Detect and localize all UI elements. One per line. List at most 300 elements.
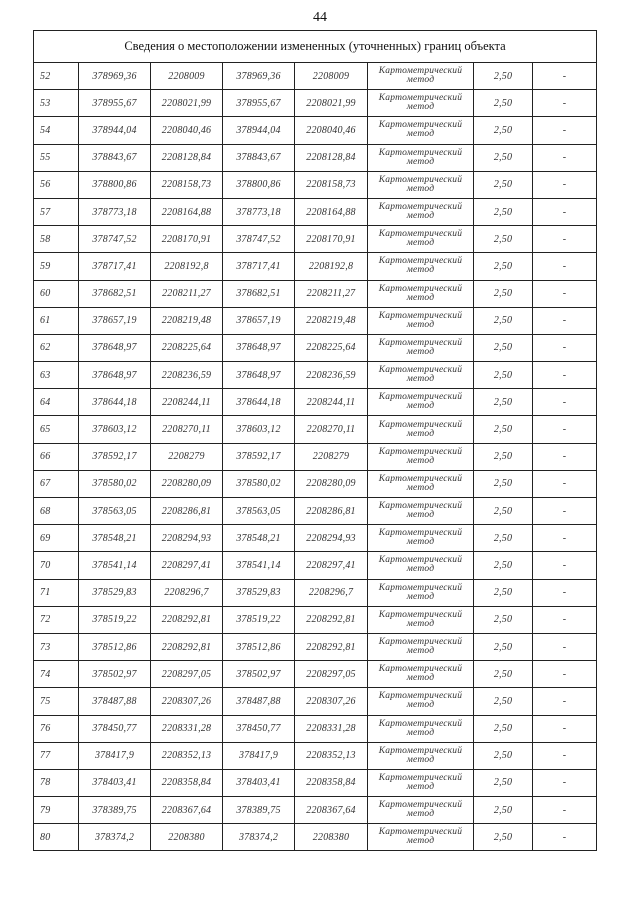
existing-y-cell: 2208280,09: [151, 470, 223, 497]
accuracy-cell: 2,50: [474, 579, 533, 606]
description-cell: -: [533, 525, 597, 552]
method-line-2: метод: [406, 836, 435, 847]
refined-x-cell: 378843,67: [223, 144, 295, 171]
point-number-cell: 65: [34, 416, 79, 443]
method-line-2: метод: [406, 292, 435, 303]
accuracy-cell: 2,50: [474, 470, 533, 497]
existing-y-cell: 2208128,84: [151, 144, 223, 171]
method-line-2: метод: [406, 265, 435, 276]
method-line-2: метод: [406, 428, 435, 439]
refined-x-cell: 378529,83: [223, 579, 295, 606]
point-number-cell: 77: [34, 742, 79, 769]
existing-x-cell: 378717,41: [79, 253, 151, 280]
existing-x-cell: 378843,67: [79, 144, 151, 171]
method-line-2: метод: [406, 754, 435, 765]
accuracy-cell: 2,50: [474, 688, 533, 715]
table-row: [34, 416, 597, 443]
existing-y-cell: 2208297,05: [151, 661, 223, 688]
method-line-2: метод: [406, 238, 435, 249]
method-cell: [368, 443, 474, 470]
refined-y-cell: 2208331,28: [295, 715, 368, 742]
accuracy-cell: 2,50: [474, 307, 533, 334]
table-row: [34, 117, 597, 144]
existing-y-cell: 2208040,46: [151, 117, 223, 144]
method-cell: [368, 797, 474, 824]
table-row: [34, 552, 597, 579]
method-line-1: Картометрический: [378, 365, 463, 376]
table-title: Сведения о местоположении измененных (уточненных) границ объекта: [34, 31, 597, 63]
existing-x-cell: 378548,21: [79, 525, 151, 552]
existing-x-cell: 378541,14: [79, 552, 151, 579]
description-cell: -: [533, 307, 597, 334]
method-cell: [368, 307, 474, 334]
refined-y-cell: 2208292,81: [295, 606, 368, 633]
method-line-2: метод: [406, 646, 435, 657]
description-cell: -: [533, 715, 597, 742]
table-row: [34, 144, 597, 171]
method-line-2: метод: [406, 102, 435, 113]
refined-y-cell: 2208040,46: [295, 117, 368, 144]
existing-y-cell: 2208331,28: [151, 715, 223, 742]
accuracy-cell: 2,50: [474, 117, 533, 144]
method-line-2: метод: [406, 537, 435, 548]
point-number-cell: 76: [34, 715, 79, 742]
method-cell: [368, 742, 474, 769]
existing-y-cell: 2208296,7: [151, 579, 223, 606]
method-line-2: метод: [406, 510, 435, 521]
accuracy-cell: 2,50: [474, 525, 533, 552]
existing-x-cell: 378389,75: [79, 797, 151, 824]
method-cell: [368, 470, 474, 497]
method-cell: [368, 416, 474, 443]
table-row: [34, 90, 597, 117]
method-line-1: Картометрический: [378, 555, 463, 566]
point-number-cell: 56: [34, 171, 79, 198]
accuracy-cell: 2,50: [474, 742, 533, 769]
refined-x-cell: 378657,19: [223, 307, 295, 334]
description-cell: -: [533, 633, 597, 660]
table-row: [34, 443, 597, 470]
method-cell: [368, 579, 474, 606]
method-line-1: Картометрический: [378, 310, 463, 321]
method-line-1: Картометрический: [378, 745, 463, 756]
refined-y-cell: 2208292,81: [295, 633, 368, 660]
point-number-cell: 78: [34, 769, 79, 796]
refined-x-cell: 378717,41: [223, 253, 295, 280]
refined-y-cell: 2208294,93: [295, 525, 368, 552]
table-row: [34, 334, 597, 361]
existing-x-cell: 378747,52: [79, 226, 151, 253]
refined-x-cell: 378944,04: [223, 117, 295, 144]
existing-y-cell: 2208244,11: [151, 389, 223, 416]
description-cell: -: [533, 171, 597, 198]
description-cell: -: [533, 797, 597, 824]
method-line-1: Картометрический: [378, 609, 463, 620]
method-line-1: Картометрический: [378, 147, 463, 158]
method-line-1: Картометрический: [378, 66, 463, 77]
accuracy-cell: 2,50: [474, 226, 533, 253]
accuracy-cell: 2,50: [474, 334, 533, 361]
method-cell: [368, 661, 474, 688]
table-row: [34, 606, 597, 633]
method-line-1: Картометрический: [378, 446, 463, 457]
point-number-cell: 69: [34, 525, 79, 552]
accuracy-cell: 2,50: [474, 498, 533, 525]
table-row: [34, 389, 597, 416]
method-cell: [368, 171, 474, 198]
point-number-cell: 53: [34, 90, 79, 117]
refined-y-cell: 2208280,09: [295, 470, 368, 497]
table-row: [34, 307, 597, 334]
refined-x-cell: 378548,21: [223, 525, 295, 552]
method-line-2: метод: [406, 591, 435, 602]
table-row: [34, 362, 597, 389]
refined-x-cell: 378487,88: [223, 688, 295, 715]
refined-x-cell: 378955,67: [223, 90, 295, 117]
method-cell: [368, 117, 474, 144]
existing-x-cell: 378512,86: [79, 633, 151, 660]
method-cell: [368, 633, 474, 660]
existing-y-cell: 2208236,59: [151, 362, 223, 389]
description-cell: -: [533, 90, 597, 117]
table-row: [34, 171, 597, 198]
table-row: [34, 797, 597, 824]
accuracy-cell: 2,50: [474, 90, 533, 117]
method-line-1: Картометрический: [378, 501, 463, 512]
method-line-2: метод: [406, 700, 435, 711]
description-cell: -: [533, 198, 597, 225]
refined-x-cell: 378417,9: [223, 742, 295, 769]
method-line-1: Картометрический: [378, 772, 463, 783]
method-line-2: метод: [406, 319, 435, 330]
accuracy-cell: 2,50: [474, 280, 533, 307]
method-line-1: Картометрический: [378, 229, 463, 240]
description-cell: -: [533, 117, 597, 144]
method-cell: [368, 334, 474, 361]
method-cell: [368, 90, 474, 117]
existing-x-cell: 378648,97: [79, 334, 151, 361]
refined-y-cell: 2208380: [295, 824, 368, 851]
point-number-cell: 57: [34, 198, 79, 225]
accuracy-cell: 2,50: [474, 443, 533, 470]
method-line-2: метод: [406, 564, 435, 575]
method-line-1: Картометрический: [378, 202, 463, 213]
existing-x-cell: 378969,36: [79, 63, 151, 90]
refined-x-cell: 378374,2: [223, 824, 295, 851]
point-number-cell: 60: [34, 280, 79, 307]
existing-y-cell: 2208358,84: [151, 769, 223, 796]
existing-y-cell: 2208219,48: [151, 307, 223, 334]
existing-y-cell: 2208270,11: [151, 416, 223, 443]
table-row: [34, 470, 597, 497]
point-number-cell: 71: [34, 579, 79, 606]
method-cell: [368, 769, 474, 796]
existing-y-cell: 2208352,13: [151, 742, 223, 769]
refined-x-cell: 378563,05: [223, 498, 295, 525]
description-cell: -: [533, 280, 597, 307]
table-row: [34, 769, 597, 796]
method-line-1: Картометрический: [378, 800, 463, 811]
existing-x-cell: 378592,17: [79, 443, 151, 470]
method-line-2: метод: [406, 809, 435, 820]
point-number-cell: 79: [34, 797, 79, 824]
refined-y-cell: 2208236,59: [295, 362, 368, 389]
accuracy-cell: 2,50: [474, 633, 533, 660]
existing-y-cell: 2208164,88: [151, 198, 223, 225]
refined-x-cell: 378512,86: [223, 633, 295, 660]
description-cell: -: [533, 416, 597, 443]
method-line-2: метод: [406, 75, 435, 86]
table-row: [34, 525, 597, 552]
table-row: [34, 280, 597, 307]
table-row: [34, 579, 597, 606]
method-line-2: метод: [406, 211, 435, 222]
refined-y-cell: 2208286,81: [295, 498, 368, 525]
description-cell: -: [533, 824, 597, 851]
description-cell: -: [533, 579, 597, 606]
description-cell: -: [533, 470, 597, 497]
refined-x-cell: 378403,41: [223, 769, 295, 796]
existing-y-cell: 2208380: [151, 824, 223, 851]
refined-y-cell: 2208170,91: [295, 226, 368, 253]
method-line-1: Картометрический: [378, 528, 463, 539]
existing-x-cell: 378374,2: [79, 824, 151, 851]
method-line-2: метод: [406, 346, 435, 357]
page-number: 44: [313, 10, 327, 25]
refined-x-cell: 378541,14: [223, 552, 295, 579]
existing-x-cell: 378417,9: [79, 742, 151, 769]
method-line-2: метод: [406, 673, 435, 684]
existing-y-cell: 2208292,81: [151, 606, 223, 633]
existing-y-cell: 2208292,81: [151, 633, 223, 660]
existing-y-cell: 2208009: [151, 63, 223, 90]
existing-y-cell: 2208294,93: [151, 525, 223, 552]
method-line-2: метод: [406, 129, 435, 140]
table-row: [34, 253, 597, 280]
refined-y-cell: 2208225,64: [295, 334, 368, 361]
description-cell: -: [533, 606, 597, 633]
table-row: [34, 198, 597, 225]
table-row: [34, 633, 597, 660]
method-line-1: Картометрический: [378, 718, 463, 729]
description-cell: -: [533, 253, 597, 280]
existing-x-cell: 378682,51: [79, 280, 151, 307]
table-row: [34, 715, 597, 742]
table-body: [34, 63, 597, 851]
description-cell: -: [533, 334, 597, 361]
refined-y-cell: 2208270,11: [295, 416, 368, 443]
refined-y-cell: 2208219,48: [295, 307, 368, 334]
existing-y-cell: 2208279: [151, 443, 223, 470]
refined-y-cell: 2208352,13: [295, 742, 368, 769]
method-line-1: Картометрический: [378, 93, 463, 104]
method-line-1: Картометрический: [378, 582, 463, 593]
point-number-cell: 55: [34, 144, 79, 171]
method-line-1: Картометрический: [378, 691, 463, 702]
description-cell: -: [533, 688, 597, 715]
table-row: [34, 63, 597, 90]
refined-y-cell: 2208367,64: [295, 797, 368, 824]
method-cell: [368, 253, 474, 280]
existing-y-cell: 2208021,99: [151, 90, 223, 117]
accuracy-cell: 2,50: [474, 144, 533, 171]
accuracy-cell: 2,50: [474, 606, 533, 633]
refined-y-cell: 2208297,41: [295, 552, 368, 579]
method-cell: [368, 389, 474, 416]
existing-y-cell: 2208192,8: [151, 253, 223, 280]
table-row: [34, 824, 597, 851]
description-cell: -: [533, 362, 597, 389]
existing-x-cell: 378502,97: [79, 661, 151, 688]
refined-y-cell: 2208296,7: [295, 579, 368, 606]
description-cell: -: [533, 661, 597, 688]
table-row: [34, 661, 597, 688]
table-row: [34, 742, 597, 769]
method-cell: [368, 606, 474, 633]
method-line-2: метод: [406, 455, 435, 466]
accuracy-cell: 2,50: [474, 416, 533, 443]
accuracy-cell: 2,50: [474, 389, 533, 416]
method-cell: [368, 362, 474, 389]
accuracy-cell: 2,50: [474, 715, 533, 742]
existing-x-cell: 378800,86: [79, 171, 151, 198]
description-cell: -: [533, 226, 597, 253]
method-cell: [368, 552, 474, 579]
refined-y-cell: 2208297,05: [295, 661, 368, 688]
table-header-row: [34, 31, 597, 63]
refined-x-cell: 378519,22: [223, 606, 295, 633]
refined-y-cell: 2208307,26: [295, 688, 368, 715]
existing-x-cell: 378773,18: [79, 198, 151, 225]
refined-y-cell: 2208158,73: [295, 171, 368, 198]
accuracy-cell: 2,50: [474, 171, 533, 198]
refined-x-cell: 378800,86: [223, 171, 295, 198]
refined-y-cell: 2208192,8: [295, 253, 368, 280]
accuracy-cell: 2,50: [474, 253, 533, 280]
method-line-1: Картометрический: [378, 392, 463, 403]
table-row: [34, 498, 597, 525]
method-line-1: Картометрический: [378, 419, 463, 430]
accuracy-cell: 2,50: [474, 552, 533, 579]
method-line-2: метод: [406, 781, 435, 792]
refined-x-cell: 378773,18: [223, 198, 295, 225]
existing-x-cell: 378563,05: [79, 498, 151, 525]
existing-x-cell: 378529,83: [79, 579, 151, 606]
point-number-cell: 54: [34, 117, 79, 144]
existing-y-cell: 2208211,27: [151, 280, 223, 307]
refined-y-cell: 2208009: [295, 63, 368, 90]
table-row: [34, 688, 597, 715]
method-line-1: Картометрический: [378, 120, 463, 131]
method-cell: [368, 498, 474, 525]
existing-x-cell: 378944,04: [79, 117, 151, 144]
refined-y-cell: 2208128,84: [295, 144, 368, 171]
method-cell: [368, 198, 474, 225]
existing-y-cell: 2208286,81: [151, 498, 223, 525]
existing-y-cell: 2208297,41: [151, 552, 223, 579]
existing-x-cell: 378644,18: [79, 389, 151, 416]
method-line-2: метод: [406, 482, 435, 493]
point-number-cell: 52: [34, 63, 79, 90]
accuracy-cell: 2,50: [474, 63, 533, 90]
refined-x-cell: 378747,52: [223, 226, 295, 253]
refined-y-cell: 2208279: [295, 443, 368, 470]
description-cell: -: [533, 443, 597, 470]
refined-y-cell: 2208358,84: [295, 769, 368, 796]
refined-x-cell: 378592,17: [223, 443, 295, 470]
refined-x-cell: 378648,97: [223, 334, 295, 361]
method-line-2: метод: [406, 727, 435, 738]
existing-x-cell: 378403,41: [79, 769, 151, 796]
existing-y-cell: 2208367,64: [151, 797, 223, 824]
method-line-1: Картометрический: [378, 283, 463, 294]
method-line-2: метод: [406, 183, 435, 194]
description-cell: -: [533, 769, 597, 796]
method-cell: [368, 715, 474, 742]
accuracy-cell: 2,50: [474, 198, 533, 225]
refined-x-cell: 378502,97: [223, 661, 295, 688]
refined-y-cell: 2208244,11: [295, 389, 368, 416]
method-cell: [368, 525, 474, 552]
point-number-cell: 72: [34, 606, 79, 633]
table-row: [34, 226, 597, 253]
accuracy-cell: 2,50: [474, 769, 533, 796]
accuracy-cell: 2,50: [474, 362, 533, 389]
existing-x-cell: 378450,77: [79, 715, 151, 742]
point-number-cell: 67: [34, 470, 79, 497]
description-cell: -: [533, 552, 597, 579]
refined-x-cell: 378648,97: [223, 362, 295, 389]
method-line-2: метод: [406, 618, 435, 629]
point-number-cell: 70: [34, 552, 79, 579]
description-cell: -: [533, 389, 597, 416]
description-cell: -: [533, 498, 597, 525]
existing-x-cell: 378603,12: [79, 416, 151, 443]
existing-x-cell: 378648,97: [79, 362, 151, 389]
refined-x-cell: 378644,18: [223, 389, 295, 416]
method-line-1: Картометрический: [378, 827, 463, 838]
accuracy-cell: 2,50: [474, 824, 533, 851]
method-line-1: Картометрический: [378, 174, 463, 185]
method-cell: [368, 226, 474, 253]
refined-x-cell: 378450,77: [223, 715, 295, 742]
point-number-cell: 68: [34, 498, 79, 525]
point-number-cell: 74: [34, 661, 79, 688]
description-cell: -: [533, 144, 597, 171]
existing-y-cell: 2208170,91: [151, 226, 223, 253]
point-number-cell: 62: [34, 334, 79, 361]
method-line-2: метод: [406, 156, 435, 167]
description-cell: -: [533, 742, 597, 769]
method-cell: [368, 144, 474, 171]
existing-y-cell: 2208225,64: [151, 334, 223, 361]
point-number-cell: 61: [34, 307, 79, 334]
point-number-cell: 64: [34, 389, 79, 416]
point-number-cell: 80: [34, 824, 79, 851]
existing-y-cell: 2208158,73: [151, 171, 223, 198]
refined-x-cell: 378603,12: [223, 416, 295, 443]
existing-x-cell: 378580,02: [79, 470, 151, 497]
method-cell: [368, 280, 474, 307]
method-line-1: Картометрический: [378, 473, 463, 484]
existing-x-cell: 378657,19: [79, 307, 151, 334]
method-line-1: Картометрический: [378, 256, 463, 267]
existing-y-cell: 2208307,26: [151, 688, 223, 715]
point-number-cell: 75: [34, 688, 79, 715]
point-number-cell: 66: [34, 443, 79, 470]
point-number-cell: 73: [34, 633, 79, 660]
point-number-cell: 63: [34, 362, 79, 389]
